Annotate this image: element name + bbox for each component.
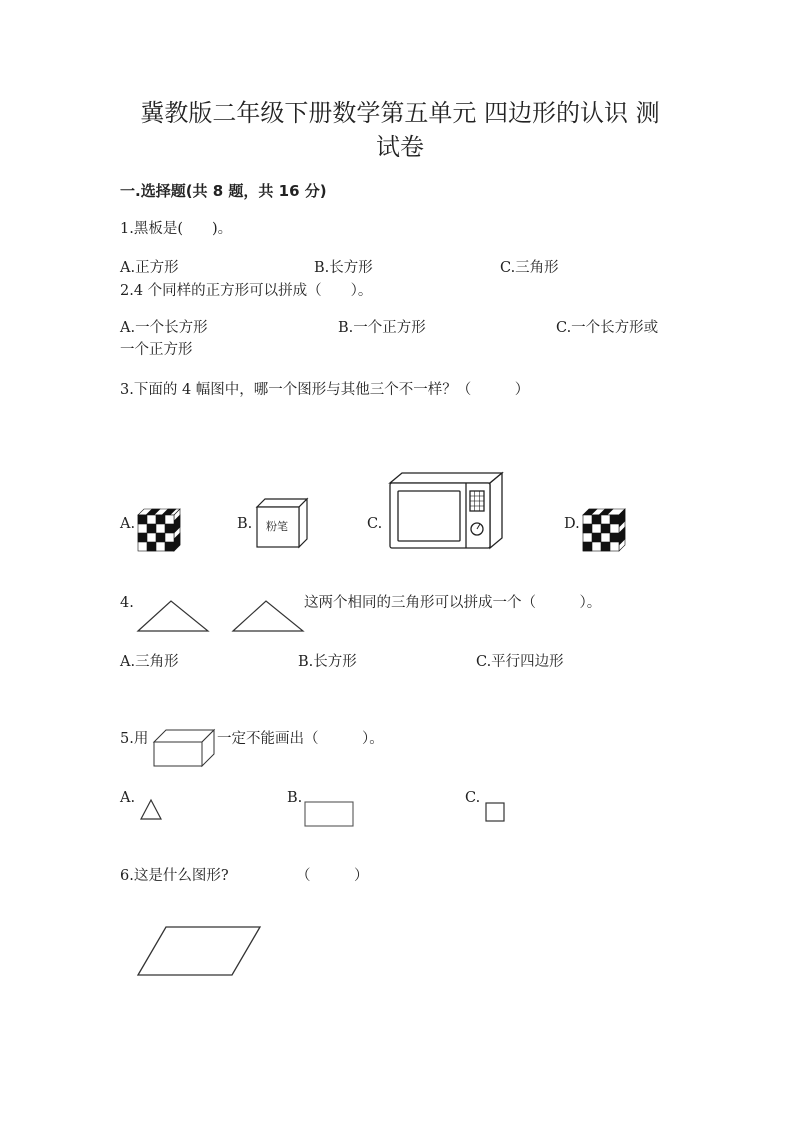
question-3-option-d: D.	[564, 516, 580, 532]
question-1-option-a: A.正方形	[120, 260, 179, 276]
question-2-stem: 2.4 个同样的正方形可以拼成（ ）。	[120, 283, 373, 299]
question-2-option-c: C.一个长方形或	[556, 320, 659, 336]
cuboid-image	[152, 728, 216, 768]
question-1-option-c: C.三角形	[500, 260, 559, 276]
question-4-stem: 这两个相同的三角形可以拼成一个（ ）。	[304, 595, 602, 611]
page-title-line2: 试卷	[376, 133, 424, 161]
option-triangle-shape	[140, 798, 162, 820]
parallelogram-shape	[136, 925, 262, 977]
question-5-option-b: B.	[287, 790, 303, 806]
question-4-option-c: C.平行四边形	[476, 654, 564, 670]
question-3-stem: 3.下面的 4 幅图中，哪一个图形与其他三个不一样？（ ）	[120, 382, 530, 398]
triangle-2-shape	[232, 600, 304, 632]
microwave-image	[388, 471, 504, 550]
question-5-prefix: 5.用	[120, 731, 149, 747]
option-rectangle-shape	[304, 801, 354, 827]
option-square-shape	[485, 802, 505, 822]
question-5-option-c: C.	[465, 790, 481, 806]
page-title: 冀教版二年级下册数学第五单元 四边形的认识 测	[140, 99, 660, 127]
question-1-stem: 1.黑板是( )。	[120, 221, 233, 237]
section-heading: 一.选择题(共 8 题，共 16 分)	[120, 182, 327, 200]
question-2-option-a: A.一个长方形	[120, 320, 208, 336]
question-2-option-b: B.一个正方形	[338, 320, 426, 336]
question-4-number: 4.	[120, 595, 134, 611]
question-3-option-a: A.	[120, 516, 136, 532]
question-3-option-b: B.	[237, 516, 253, 532]
question-6-stem: 6.这是什么图形?	[120, 868, 229, 884]
triangle-1-shape	[137, 600, 209, 632]
question-5-stem: 一定不能画出（ ）。	[217, 731, 384, 747]
question-1-option-b: B.长方形	[314, 260, 373, 276]
question-3-option-c: C.	[367, 516, 383, 532]
checkered-cube-a-image	[138, 509, 180, 551]
question-4-option-b: B.长方形	[298, 654, 357, 670]
question-5-option-a: A.	[120, 790, 136, 806]
chalk-box-label: 粉笔	[266, 520, 288, 533]
question-6-blank: （ ）	[296, 868, 369, 884]
checkered-cube-d-image	[583, 509, 625, 551]
question-4-option-a: A.三角形	[120, 654, 179, 670]
question-2-option-c-cont: 一个正方形	[120, 342, 193, 358]
